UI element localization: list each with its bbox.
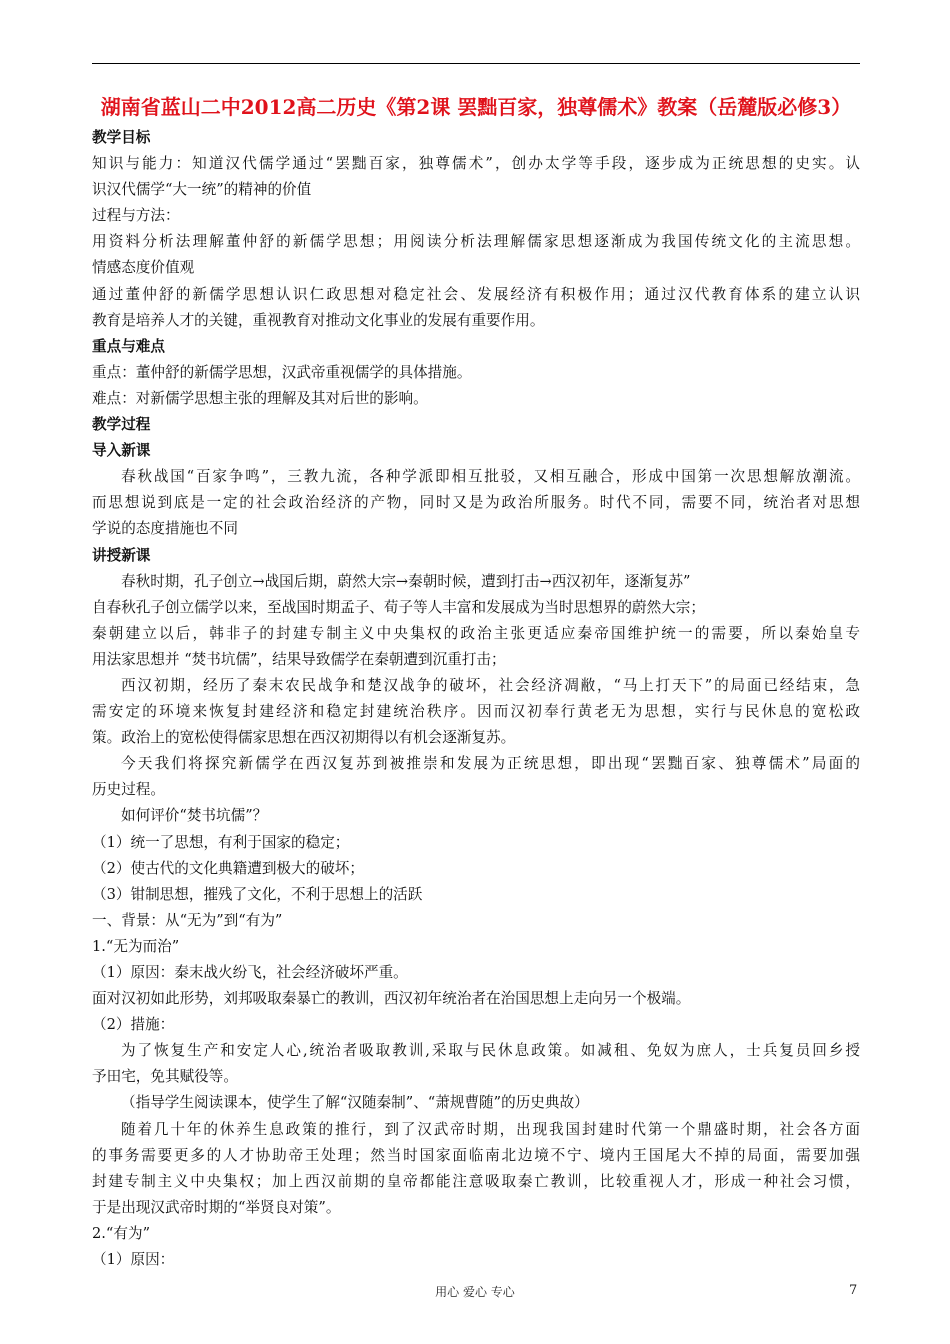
text-line: 知识与能力：知道汉代儒学通过“罢黜百家，独尊儒术”，创办太学等手段，逐步成为正统思想的史实。认 <box>92 155 860 173</box>
text-line: 需安定的环境来恢复封建经济和稳定封建统治秩序。因而汉初奉行黄老无为思想，实行与民休息的宽松政 <box>92 703 860 721</box>
text-line: 封建专制主义中央集权；加上西汉前期的皇帝都能注意吸取秦亡教训，比较重视人才，形成一种社会习惯， <box>92 1172 860 1190</box>
text-line: 西汉初期，经历了秦末农民战争和楚汉战争的破坏，社会经济凋敝，“马上打天下”的局面已经结束，急 <box>121 676 860 694</box>
text-line: 用资料分析法理解董仲舒的新儒学思想；用阅读分析法理解儒家思想逐渐成为我国传统文化的主流思想。 <box>92 233 860 251</box>
text-line: 用法家思想并 “焚书坑儒”，结果导致儒学在秦朝遭到沉重打击； <box>92 650 506 668</box>
text-line: 通过董仲舒的新儒学思想认识仁政思想对稳定社会、发展经济有积极作用；通过汉代教育体系的建立认识 <box>92 285 860 303</box>
document-title: 湖南省蓝山二中2012高二历史《第2课 罢黜百家，独尊儒术》教案（岳麓版必修3） <box>100 95 852 119</box>
text-line: 情感态度价值观 <box>92 259 195 277</box>
text-line: 学说的态度措施也不同 <box>92 520 238 538</box>
text-line: （3）钳制思想，摧残了文化，不利于思想上的活跃 <box>92 885 423 903</box>
section-heading: 重点与难点 <box>92 337 165 355</box>
text-line: 予田宅，免其赋役等。 <box>92 1068 238 1086</box>
text-line: （指导学生阅读课本，使学生了解“汉随秦制”、“萧规曹随”的历史典故） <box>121 1094 589 1112</box>
text-line: 1.“无为而治” <box>92 937 180 955</box>
text-line: 随着几十年的休养生息政策的推行，到了汉武帝时期，出现我国封建时代第一个鼎盛时期，社会各方面 <box>121 1120 860 1138</box>
text-line: 难点：对新儒学思想主张的理解及其对后世的影响。 <box>92 389 428 407</box>
text-line: 历史过程。 <box>92 781 165 799</box>
text-line: 的事务需要更多的人才协助帝王处理；然当时国家面临南北边境不宁、境内王国尾大不掉的局面，需要加强 <box>92 1146 860 1164</box>
text-line: （1）统一了思想，有利于国家的稳定； <box>92 833 350 851</box>
document-page <box>92 94 860 1273</box>
text-line: （2）措施： <box>92 1016 175 1034</box>
text-line: 于是出现汉武帝时期的“举贤良对策”。 <box>92 1198 341 1216</box>
text-line: （2）使古代的文化典籍遭到极大的破坏； <box>92 859 364 877</box>
text-line: 春秋战国“百家争鸣”，三教九流，各种学派即相互批驳，又相互融合，形成中国第一次思想解放潮流。 <box>121 468 860 486</box>
text-line: 自春秋孔子创立儒学以来，至战国时期孟子、荀子等人丰富和发展成为当时思想界的蔚然大宗； <box>92 598 705 616</box>
text-line: 春秋时期，孔子创立→战国后期，蔚然大宗→秦朝时候，遭到打击→西汉初年，逐渐复苏” <box>121 572 691 590</box>
section-heading: 教学目标 <box>92 129 151 146</box>
text-line: 2.“有为” <box>92 1224 151 1242</box>
text-line: 识汉代儒学“大一统”的精神的价值 <box>92 181 312 199</box>
page-footer: 用心 爱心 专心 <box>435 1285 515 1299</box>
text-line: （1）原因： <box>92 1251 175 1269</box>
text-line: 今天我们将探究新儒学在西汉复苏到被推崇和发展为正统思想，即出现“罢黜百家、独尊儒术”局面的 <box>121 755 860 773</box>
document-body <box>92 125 860 1273</box>
text-line: 如何评价“焚书坑儒”？ <box>121 807 268 825</box>
text-line: 策。政治上的宽松使得儒家思想在西汉初期得以有机会逐渐复苏。 <box>92 729 516 747</box>
text-line: 教育是培养人才的关键，重视教育对推动文化事业的发展有重要作用。 <box>92 311 545 329</box>
section-heading: 导入新课 <box>92 442 151 460</box>
text-line: 面对汉初如此形势，刘邦吸取秦暴亡的教训，西汉初年统治者在治国思想上走向另一个极端。 <box>92 990 691 1008</box>
section-heading: 讲授新课 <box>92 546 151 564</box>
text-line: 秦朝建立以后，韩非子的封建专制主义中央集权的政治主张更适应秦帝国维护统一的需要，所以秦始皇专 <box>92 624 860 642</box>
text-line: 一、背景：从“无为”到“有为” <box>92 911 283 929</box>
section-heading: 教学过程 <box>92 416 151 434</box>
page-number: 7 <box>849 1283 858 1298</box>
text-line: 为了恢复生产和安定人心,统治者吸取教训,采取与民休息政策。如减租、免奴为庶人，士兵复员回乡授 <box>121 1042 860 1060</box>
text-line: （1）原因：秦末战火纷飞，社会经济破坏严重。 <box>92 964 408 981</box>
text-line: 过程与方法： <box>92 207 180 225</box>
text-line: 重点：董仲舒的新儒学思想，汉武帝重视儒学的具体措施。 <box>92 363 472 381</box>
header-rule <box>92 63 860 64</box>
text-line: 而思想说到底是一定的社会政治经济的产物，同时又是为政治所服务。时代不同，需要不同，统治者对思想 <box>92 494 860 512</box>
